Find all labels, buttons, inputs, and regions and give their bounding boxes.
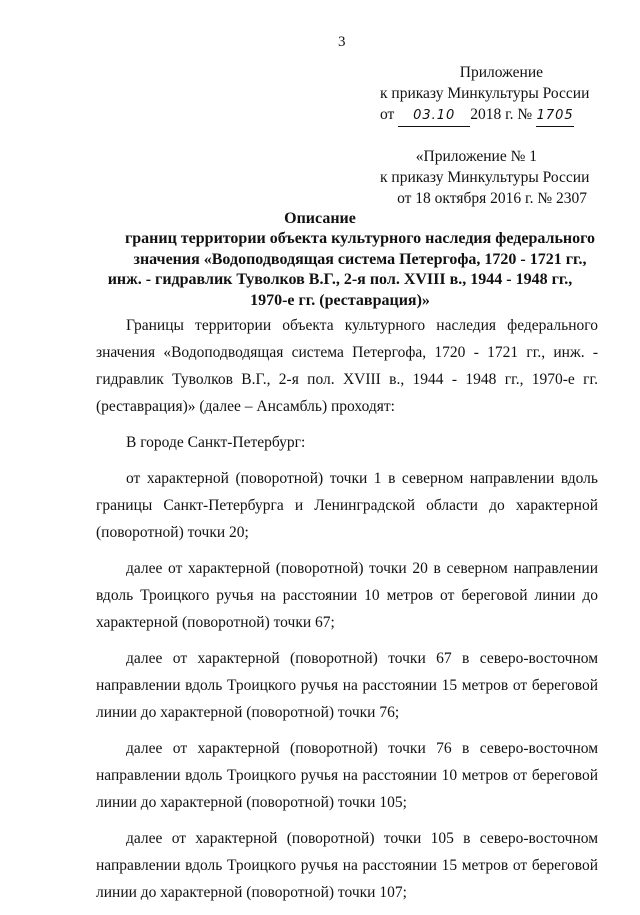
appendix-header xyxy=(380,62,590,127)
page-number: 3 xyxy=(338,34,346,50)
appendix-label: Приложение xyxy=(459,64,543,81)
document-title: Описание xyxy=(284,210,356,227)
paragraph-boundary-4: далее от характерной (поворотной) точки 76 в северо-восточном направлении вдоль Троицкого ручья на расстоянии 10 метров от береговой линии до характерной (поворотной) точки 105; xyxy=(96,740,598,811)
date-prefix: от xyxy=(380,106,395,123)
prev-appendix-date: от 18 октября 2016 г. № 2307 xyxy=(397,190,587,207)
paragraph-intro: Границы территории объекта культурного наследия федерального значения «Водоподводящая система Петергофа, 1720 - 1721 гг., инж. - гидравлик Туволков В.Г., 2-я пол. XVIII в., 1944 - 1948 гг., 1970-е гг. (реставрация)» (далее – Ансамбль) проходят: xyxy=(96,317,598,415)
paragraph-boundary-5: далее от характерной (поворотной) точки 105 в северо-восточном направлении вдоль Троицкого ручья на расстоянии 15 метров от береговой линии до характерной (поворотной) точки 107; xyxy=(96,830,598,901)
previous-appendix-header xyxy=(380,146,590,209)
appendix-order-ref: к приказу Минкультуры России xyxy=(380,85,590,102)
document-body xyxy=(96,312,598,915)
subtitle-line-2: значения «Водоподводящая система Петергофа, 1720 - 1721 гг., xyxy=(133,250,587,268)
paragraph-city: В городе Санкт-Петербург: xyxy=(126,434,306,451)
handwritten-number: 1705 xyxy=(536,105,574,127)
prev-appendix-order-ref: к приказу Минкультуры России xyxy=(380,169,590,186)
paragraph-boundary-1: от характерной (поворотной) точки 1 в северном направлении вдоль границы Санкт-Петербурга и Ленинградской области до характерной (поворотной) точки 20; xyxy=(96,470,598,541)
paragraph-boundary-3: далее от характерной (поворотной) точки 67 в северо-восточном направлении вдоль Троицкого ручья на расстоянии 15 метров от береговой линии до характерной (поворотной) точки 76; xyxy=(96,650,598,721)
handwritten-date: 03.10 xyxy=(398,105,470,127)
year-and-number-label: 2018 г. № xyxy=(470,106,533,123)
document-subtitle xyxy=(107,229,600,311)
subtitle-line-1: границ территории объекта культурного наследия федерального xyxy=(124,230,595,247)
prev-appendix-label: «Приложение № 1 xyxy=(415,148,537,165)
paragraph-boundary-2: далее от характерной (поворотной) точки 20 в северном направлении вдоль Троицкого ручья на расстоянии 10 метров от береговой линии до характерной (поворотной) точки 67; xyxy=(96,560,598,631)
subtitle-line-4: 1970-е гг. (реставрация)» xyxy=(250,291,430,309)
subtitle-line-3: инж. - гидравлик Туволков В.Г., 2-я пол. XVIII в., 1944 - 1948 гг., xyxy=(107,271,573,288)
appendix-date-line xyxy=(380,104,574,127)
